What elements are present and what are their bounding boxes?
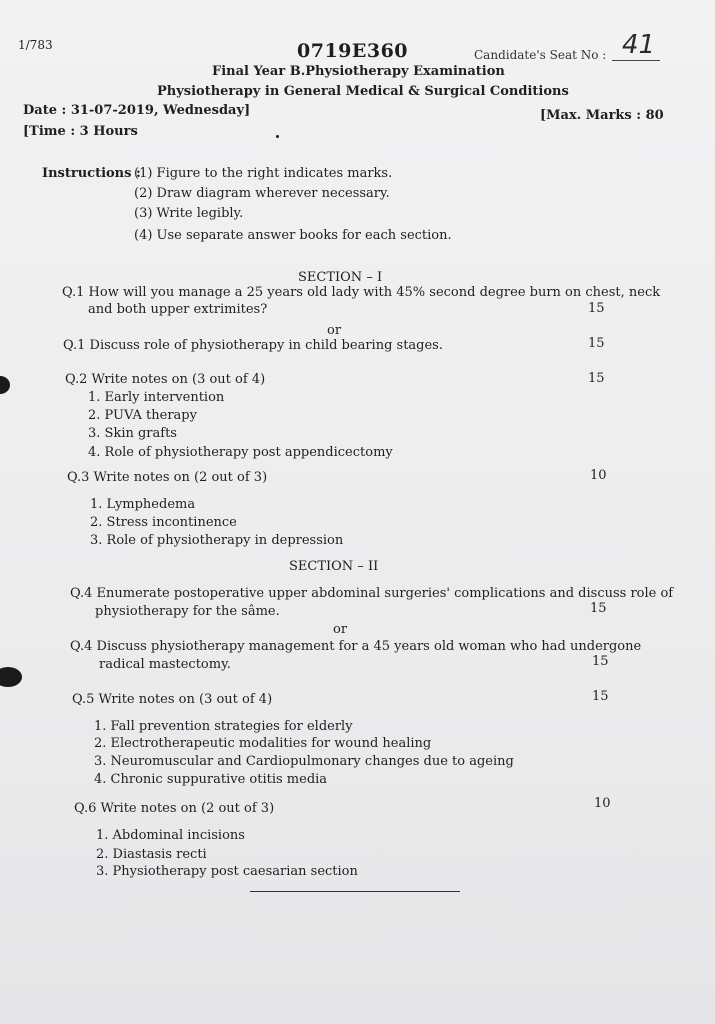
end-rule xyxy=(250,891,460,892)
question-4a-cont: physiotherapy for the sâme. xyxy=(95,604,280,619)
list-item: 3. Role of physiotherapy in depression xyxy=(90,533,344,548)
list-item: 3. Skin grafts xyxy=(88,426,177,441)
seat-underline xyxy=(612,60,660,61)
marks-q2: 15 xyxy=(588,371,605,386)
list-item: 2. PUVA therapy xyxy=(88,408,197,423)
instruction-item: (3) Write legibly. xyxy=(134,206,244,221)
marks-q3: 10 xyxy=(590,468,607,483)
marks-q1a: 15 xyxy=(588,301,605,316)
question-1a-cont: and both upper extrimites? xyxy=(88,302,268,317)
section-2-title: SECTION – II xyxy=(289,559,379,574)
instruction-item: (2) Draw diagram wherever necessary. xyxy=(134,186,390,201)
paper-code: 0719E360 xyxy=(297,40,409,62)
max-marks: [Max. Marks : 80 xyxy=(540,108,664,123)
marks-q5: 15 xyxy=(592,689,609,704)
seat-number-handwritten: 41 xyxy=(622,30,656,60)
subject-title: Physiotherapy in General Medical & Surgical Conditions xyxy=(157,84,569,99)
instruction-item: (1) Figure to the right indicates marks. xyxy=(134,166,393,181)
question-4a: Q.4 Enumerate postoperative upper abdominal surgeries' complications and discuss role of xyxy=(70,586,674,601)
list-item: 2. Stress incontinence xyxy=(90,515,237,530)
seat-label: Candidate's Seat No : xyxy=(474,48,607,62)
instructions-label: Instructions : xyxy=(42,166,141,181)
ink-dot xyxy=(276,135,279,138)
section-1-title: SECTION – I xyxy=(298,270,383,285)
list-item: 1. Lymphedema xyxy=(90,497,196,512)
exam-date: Date : 31-07-2019, Wednesday] xyxy=(23,103,251,118)
question-3: Q.3 Write notes on (2 out of 3) xyxy=(67,470,268,485)
exam-title: Final Year B.Physiotherapy Examination xyxy=(212,64,505,79)
question-4b: Q.4 Discuss physiotherapy management for a 45 years old woman who had undergone xyxy=(70,639,642,654)
punch-hole-top xyxy=(0,376,10,394)
question-5: Q.5 Write notes on (3 out of 4) xyxy=(72,692,273,707)
list-item: 1. Early intervention xyxy=(88,390,225,405)
marks-q6: 10 xyxy=(594,796,611,811)
or-separator: or xyxy=(327,323,342,338)
list-item: 1. Fall prevention strategies for elderly xyxy=(94,719,353,734)
question-6: Q.6 Write notes on (2 out of 3) xyxy=(74,801,275,816)
question-4b-cont: radical mastectomy. xyxy=(99,657,231,672)
or-separator: or xyxy=(333,622,348,637)
question-1b: Q.1 Discuss role of physiotherapy in child bearing stages. xyxy=(63,338,443,353)
marks-q4a: 15 xyxy=(590,601,607,616)
exam-time: [Time : 3 Hours xyxy=(23,124,138,139)
list-item: 3. Neuromuscular and Cardiopulmonary changes due to ageing xyxy=(94,754,514,769)
list-item: 1. Abdominal incisions xyxy=(96,828,245,843)
paper-serial: 1/783 xyxy=(18,38,53,52)
question-2: Q.2 Write notes on (3 out of 4) xyxy=(65,372,266,387)
list-item: 2. Electrotherapeutic modalities for wound healing xyxy=(94,736,432,751)
list-item: 4. Role of physiotherapy post appendicectomy xyxy=(88,445,393,460)
list-item: 2. Diastasis recti xyxy=(96,847,207,862)
question-1a: Q.1 How will you manage a 25 years old lady with 45% second degree burn on chest, neck xyxy=(62,285,661,300)
list-item: 3. Physiotherapy post caesarian section xyxy=(96,864,358,879)
instruction-item: (4) Use separate answer books for each section. xyxy=(134,228,452,243)
marks-q4b: 15 xyxy=(592,654,609,669)
list-item: 4. Chronic suppurative otitis media xyxy=(94,772,328,787)
punch-hole-bottom xyxy=(0,667,22,687)
marks-q1b: 15 xyxy=(588,336,605,351)
